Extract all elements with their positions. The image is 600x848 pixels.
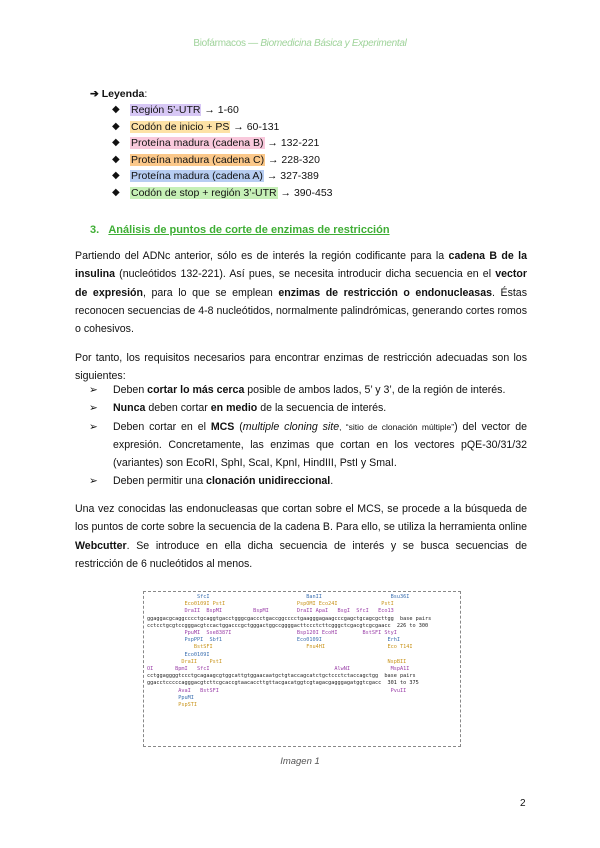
requirement-item [75,381,527,399]
legend-item [90,103,333,120]
requirement-item [75,399,527,417]
bold-text: MCS [210,420,235,433]
webcutter-line: OI BpmI SfcI AlwNI MspA1I [147,666,410,673]
webcutter-line: DraII PstI NspBII [147,658,407,665]
legend-item [90,169,333,186]
header-course: Biofármacos — [193,38,261,49]
legend-item [90,186,333,203]
webcutter-line: ggacctcccccagggacgtcttcgcaccgtaacaccttgttacgacatggtcgtagacgagggagatggtcgacc 301 to 375 [147,680,419,687]
text-run: de la secuencia de interés. [257,402,387,415]
section-title: Análisis de puntos de corte de enzimas de restricción [108,224,390,236]
webcutter-line: AvaI BstSFI PvuII [147,687,407,694]
section-number: 3. [90,224,100,236]
legend-range: → 228-320 [268,153,320,166]
bold-text: Nunca [113,402,146,415]
legend-label: Región 5’-UTR [131,104,201,116]
diamond-bullet-icon: ◆ [112,120,120,132]
legend-label: Codón de inicio + PS [131,120,230,133]
arrowhead-bullet-icon: ➢ [89,402,98,415]
bold-text: clonación unidireccional [206,475,331,488]
legend-label: Proteína madura (cadena B) [131,137,264,149]
legend-range: → 132-221 [267,137,320,149]
text-run: deben cortar [145,402,211,415]
bold-text: Webcutter [75,539,127,552]
webcutter-line: DraII BspMI BspMI DraII ApaI BsgI SfcI Eco13 [147,608,394,615]
webcutter-line: BstSFI Fnu4HI Eco T14I [147,644,413,651]
diamond-bullet-icon: ◆ [112,153,120,165]
text-run: posible de ambos lados, 5’ y 3’, de la región de interés. [244,384,506,396]
bold-text: cortar lo más cerca [147,384,245,396]
arrowhead-bullet-icon: ➢ [89,384,98,396]
text-run: , “sitio de clonación múltiple” [339,421,455,432]
legend-title: Leyenda [101,88,145,100]
webcutter-line: Eco0109I [147,651,210,658]
webcutter-line: cctggaggggtccctgcagaagcgtggcattgtggaacaatgctgtaccagcatctgctccctctaccagctgg base pairs [147,673,416,680]
webcutter-line: PpuMI Sse8387I Bsp120I EcoHI BstSFI StyI [147,630,397,637]
bold-text: cadena B de la insulina [75,250,527,281]
legend-range: → 60-131 [233,120,280,133]
webcutter-line: PspSTI [147,702,197,709]
text-run: (nucleótidos 132-221). Así pues, se necesita introducir dicha secuencia en el [115,268,496,281]
arrow-icon: ➔ [90,88,102,100]
text-run: . Se introduce en ella dicha secuencia de interés y se busca secuencias de restricción de 6 nucleótidos al menos. [75,539,527,570]
figure-caption: Imagen 1 [280,756,320,767]
webcutter-line: Eco0109I PstI PspOMI Eco24I PstI [147,601,394,608]
text-run: Deben cortar en el [113,420,211,433]
legend-colon: : [144,88,148,100]
webcutter-line: PpuMI [147,694,194,701]
webcutter-line: PspPPI Sbf1 Eco0109I ErhI [147,637,400,644]
requirements-list [75,381,527,491]
legend-label: Proteína madura (cadena C) [131,153,265,166]
page-number: 2 [520,798,526,809]
legend-item [90,153,333,170]
arrowhead-bullet-icon: ➢ [89,420,98,433]
legend-range: → 327-389 [266,170,319,182]
legend-range: → 1-60 [204,104,239,116]
legend-item [90,136,333,153]
header-subject: Biomedicina Básica y Experimental [260,38,407,49]
legend-range: → 390-453 [280,186,333,199]
bold-text: vector de expresión [75,268,527,299]
diamond-bullet-icon: ◆ [112,186,120,198]
text-run: Deben permitir una [113,475,207,488]
running-header [0,38,600,49]
requirement-item [75,472,527,490]
paragraph-webcutter [75,500,527,573]
text-run: ) del vector de expresión. Concretamente, las enzimas que cortan en los vectores pQE-30/31/32 (variantes) son EcoRI, SphI, ScaI, KpnI, HindIII, PstI y SmaI. [113,420,527,470]
webcutter-line: ggaggacgcaggcccctgcaggtgacctgggcgaccctgaccggcccctgaagggagaagcccgagctgcagcgcttgg base pairs [147,615,432,622]
arrowhead-bullet-icon: ➢ [89,475,98,488]
paragraph-intro [75,247,527,338]
text-run: . Éstas reconocen secuencias de 4-8 nucleótidos, normalmente palindrómicas, generando cortes romos o cohesivos. [75,286,527,336]
bold-text: en medio [210,402,258,415]
section-heading [90,224,390,236]
bold-text: enzimas de restricción o endonucleasas [278,286,492,299]
diamond-bullet-icon: ◆ [112,137,120,148]
text-run: multiple cloning site [242,420,340,433]
legend [90,88,333,202]
diamond-bullet-icon: ◆ [112,170,120,181]
webcutter-line: cctcctgcgtccgggacgtccactggacccgctgggactggccggggacttccctcttcgggctcgacgtcgcgaacc 226 to 300 [147,622,429,629]
text-run: Deben [113,384,148,396]
text-run: . [330,475,334,488]
webcutter-restriction-map-image [143,591,461,747]
requirement-item [75,418,527,473]
diamond-bullet-icon: ◆ [112,104,120,115]
text-run: ( [234,420,243,433]
webcutter-line: SfcI BanII Bsu36I [147,594,410,600]
legend-label: Codón de stop + región 3’-UTR [131,186,277,199]
legend-label: Proteína madura (cadena A) [131,170,263,182]
text-run: Una vez conocidas las endonucleasas que cortan sobre el MCS, se procede a la búsqueda de los puntos de corte sobre la secuencia de la cadena B. Para ello, se utiliza la herramienta online [75,503,527,534]
legend-item [90,120,333,137]
text-run: Por tanto, los requisitos necesarios para encontrar enzimas de restricción adecuadas son los siguientes: [75,352,527,383]
text-run: Partiendo del ADNc anterior, sólo es de interés la región codificante para la [75,250,449,262]
text-run: , para lo que se emplean [142,286,279,299]
